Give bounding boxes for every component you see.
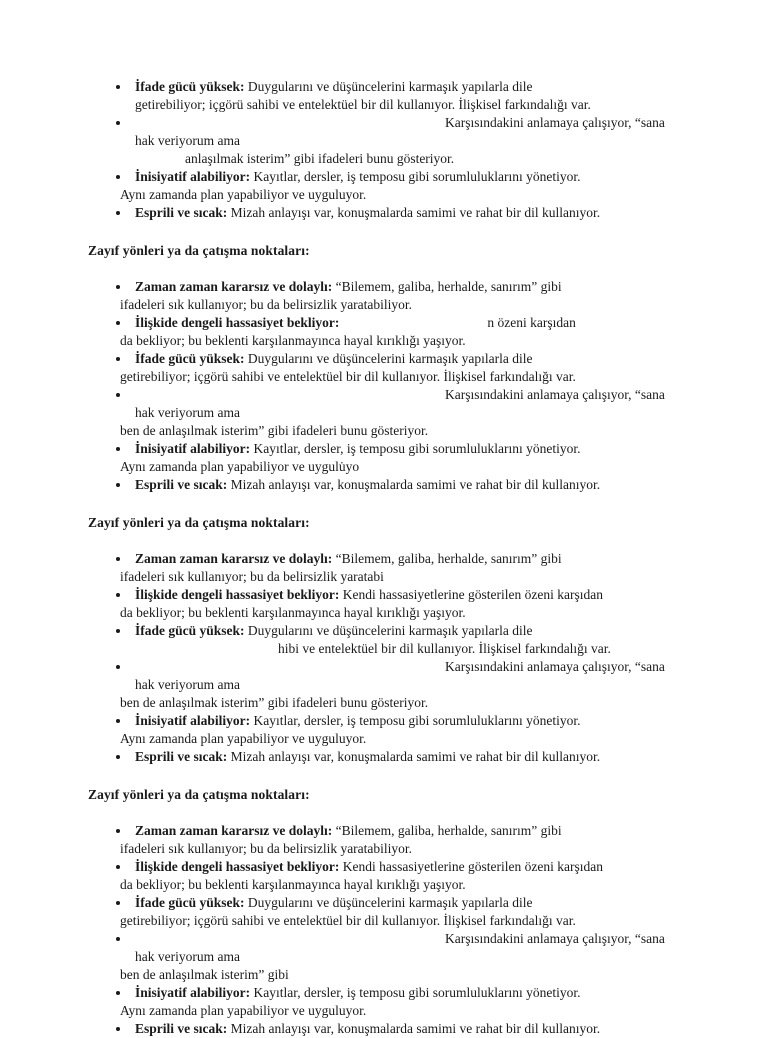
bullet-icon xyxy=(116,858,126,876)
bullet-list-1 xyxy=(0,78,768,222)
list-item-line2: anlaşılmak isterim” gibi ifadeleri bunu gösteriyor. xyxy=(185,151,455,166)
list-item-lead: Esprili ve sıcak: xyxy=(135,205,228,220)
bullet-icon xyxy=(116,550,126,568)
list-item-text xyxy=(135,858,680,876)
bullet-icon xyxy=(116,1020,126,1038)
bullet-icon xyxy=(116,586,126,604)
list-item xyxy=(0,314,768,350)
list-item-rest: Duygularını ve düşüncelerini karmaşık yapılarla dile xyxy=(244,351,533,366)
list-item-lead: İlişkide dengeli hassasiyet bekliyor: xyxy=(135,859,340,874)
list-item xyxy=(0,476,768,494)
section-gap xyxy=(0,222,768,242)
list-item-line2: ben de anlaşılmak isterim” gibi ifadeleri bunu gösteriyor. xyxy=(120,695,429,710)
bullet-icon xyxy=(116,204,126,222)
list-item-line2: ifadeleri sık kullanıyor; bu da belirsizlik yaratabiliyor. xyxy=(120,841,413,856)
list-item-rest: Kayıtlar, dersler, iş temposu gibi sorumluluklarını yönetiyor. xyxy=(250,713,581,728)
list-item xyxy=(0,78,768,114)
section-heading: Zayıf yönleri ya da çatışma noktaları: xyxy=(88,515,310,530)
section-4 xyxy=(0,786,768,1038)
bullet-icon xyxy=(116,278,126,296)
bullet-icon xyxy=(116,622,126,640)
list-item-rest: “Bilemem, galiba, herhalde, sanırım” gibi xyxy=(332,551,562,566)
list-item-text xyxy=(135,984,680,1002)
list-item-text xyxy=(135,114,680,150)
list-item-line2: Aynı zamanda plan yapabiliyor ve uygulu̇yo xyxy=(120,459,360,474)
list-item-line2: Aynı zamanda plan yapabiliyor ve uyguluyor. xyxy=(120,187,367,202)
bullet-icon xyxy=(116,822,126,840)
list-item xyxy=(0,386,768,440)
list-item xyxy=(0,748,768,766)
list-item-text xyxy=(135,278,680,296)
list-item-lead: İlişkide dengeli hassasiyet bekliyor: xyxy=(135,315,340,330)
list-item xyxy=(0,858,768,894)
list-item-line2: ifadeleri sık kullanıyor; bu da belirsizlik yaratabi xyxy=(120,569,384,584)
list-item-text xyxy=(135,622,680,640)
list-item-line2: ben de anlaşılmak isterim” gibi xyxy=(120,967,289,982)
list-item-line2: Aynı zamanda plan yapabiliyor ve uyguluyor. xyxy=(120,731,367,746)
list-item-rest: n özeni karşıdan xyxy=(487,315,576,330)
list-item xyxy=(0,204,768,222)
list-item xyxy=(0,712,768,748)
bullet-icon xyxy=(116,658,126,676)
list-item-rest: Duygularını ve düşüncelerini karmaşık yapılarla dile xyxy=(244,79,533,94)
list-item-text xyxy=(135,894,680,912)
list-item-line2: Aynı zamanda plan yapabiliyor ve uyguluyor. xyxy=(120,1003,367,1018)
heading-gap xyxy=(0,532,768,550)
list-item xyxy=(0,622,768,658)
bullet-icon xyxy=(116,894,126,912)
list-item xyxy=(0,168,768,204)
section-gap xyxy=(0,494,768,514)
bullet-list-3 xyxy=(0,550,768,766)
bullet-icon xyxy=(116,314,126,332)
list-item xyxy=(0,1020,768,1038)
bullet-icon xyxy=(116,440,126,458)
list-item-lead: Esprili ve sıcak: xyxy=(135,749,228,764)
list-item-text xyxy=(135,1020,680,1038)
list-item-rest: Kendi hassasiyetlerine gösterilen özeni karşıdan xyxy=(339,859,603,874)
bullet-icon xyxy=(116,78,126,96)
list-item-text xyxy=(135,386,680,422)
list-item-rest: Karşısındakini anlamaya çalışıyor, “sana hak veriyorum ama xyxy=(135,115,665,148)
list-item-line2: getirebiliyor; içgörü sahibi ve entelektüel bir dil kullanıyor. İlişkisel farkındalığı var. xyxy=(120,913,576,928)
bullet-icon xyxy=(116,386,126,404)
list-item xyxy=(0,984,768,1020)
list-item-text xyxy=(135,476,680,494)
list-item-line2: da bekliyor; bu beklenti karşılanmayınca hayal kırıklığı yaşıyor. xyxy=(120,605,466,620)
list-item-lead: İnisiyatif alabiliyor: xyxy=(135,713,251,728)
bullet-icon xyxy=(116,930,126,948)
list-item-lead: Esprili ve sıcak: xyxy=(135,477,228,492)
list-item-lead: İfade gücü yüksek: xyxy=(135,351,245,366)
list-item-rest: Duygularını ve düşüncelerini karmaşık yapılarla dile xyxy=(244,895,533,910)
list-item-rest: Kendi hassasiyetlerine gösterilen özeni karşıdan xyxy=(339,587,603,602)
list-item-lead: Zaman zaman kararsız ve dolaylı: xyxy=(135,823,333,838)
list-item-text xyxy=(135,314,680,332)
list-item-line2: getirebiliyor; içgörü sahibi ve entelektüel bir dil kullanıyor. İlişkisel farkındalığı var. xyxy=(120,369,576,384)
list-item xyxy=(0,440,768,476)
section-gap xyxy=(0,766,768,786)
section-2 xyxy=(0,242,768,494)
list-item xyxy=(0,550,768,586)
list-item-lead: Esprili ve sıcak: xyxy=(135,1021,228,1036)
list-item-rest: Kayıtlar, dersler, iş temposu gibi sorumluluklarını yönetiyor. xyxy=(250,985,581,1000)
list-item-rest: Karşısındakini anlamaya çalışıyor, “sana hak veriyorum ama xyxy=(135,387,665,420)
list-item-text xyxy=(135,440,680,458)
list-item-line2: getirebiliyor; içgörü sahibi ve entelektüel bir dil kullanıyor. İlişkisel farkındalığı var. xyxy=(135,97,591,112)
bullet-icon xyxy=(116,476,126,494)
list-item-lead: İfade gücü yüksek: xyxy=(135,895,245,910)
list-item-text xyxy=(135,550,680,568)
list-item-line2: ben de anlaşılmak isterim” gibi ifadeleri bunu gösteriyor. xyxy=(120,423,429,438)
list-item-lead: İlişkide dengeli hassasiyet bekliyor: xyxy=(135,587,340,602)
list-item xyxy=(0,822,768,858)
list-item xyxy=(0,350,768,386)
heading-gap xyxy=(0,804,768,822)
list-item-rest: Kayıtlar, dersler, iş temposu gibi sorumluluklarını yönetiyor. xyxy=(250,441,581,456)
list-item-lead: İnisiyatif alabiliyor: xyxy=(135,441,251,456)
section-1 xyxy=(0,78,768,222)
list-item-text xyxy=(135,168,680,186)
list-item-text xyxy=(135,350,680,368)
list-item-lead: İfade gücü yüksek: xyxy=(135,79,245,94)
bullet-icon xyxy=(116,748,126,766)
list-item xyxy=(0,114,768,168)
document-body xyxy=(0,78,768,1038)
list-item-rest: Duygularını ve düşüncelerini karmaşık yapılarla dile xyxy=(244,623,533,638)
list-item-lead: İnisiyatif alabiliyor: xyxy=(135,169,251,184)
list-item-rest: Mizah anlayışı var, konuşmalarda samimi ve rahat bir dil kullanıyor. xyxy=(227,205,601,220)
bullet-list-4 xyxy=(0,822,768,1038)
list-item-rest: Karşısındakini anlamaya çalışıyor, “sana hak veriyorum ama xyxy=(135,931,665,964)
section-heading: Zayıf yönleri ya da çatışma noktaları: xyxy=(88,787,310,802)
list-item-text xyxy=(135,658,680,694)
list-item xyxy=(0,894,768,930)
list-item-line2: hibi ve entelektüel bir dil kullanıyor. İlişkisel farkındalığı var. xyxy=(278,641,611,656)
list-item-text xyxy=(135,204,680,222)
list-item-text xyxy=(135,930,680,966)
list-item-line2: da bekliyor; bu beklenti karşılanmayınca hayal kırıklığı yaşıyor. xyxy=(120,333,466,348)
list-item-text xyxy=(135,822,680,840)
list-item xyxy=(0,278,768,314)
list-item-line2: ifadeleri sık kullanıyor; bu da belirsizlik yaratabiliyor. xyxy=(120,297,413,312)
list-item-rest: Mizah anlayışı var, konuşmalarda samimi ve rahat bir dil kullanıyor. xyxy=(227,749,601,764)
section-heading: Zayıf yönleri ya da çatışma noktaları: xyxy=(88,243,310,258)
list-item-text xyxy=(135,748,680,766)
list-item xyxy=(0,658,768,712)
list-item-lead: İfade gücü yüksek: xyxy=(135,623,245,638)
list-item-text xyxy=(135,586,680,604)
list-item-lead: İnisiyatif alabiliyor: xyxy=(135,985,251,1000)
list-item-rest: “Bilemem, galiba, herhalde, sanırım” gibi xyxy=(332,823,562,838)
list-item-text xyxy=(135,712,680,730)
bullet-list-2 xyxy=(0,278,768,494)
list-item-rest: “Bilemem, galiba, herhalde, sanırım” gibi xyxy=(332,279,562,294)
list-item-text xyxy=(135,78,680,96)
bullet-icon xyxy=(116,350,126,368)
bullet-icon xyxy=(116,168,126,186)
bullet-icon xyxy=(116,984,126,1002)
list-item-line2: da bekliyor; bu beklenti karşılanmayınca hayal kırıklığı yaşıyor. xyxy=(120,877,466,892)
list-item-lead: Zaman zaman kararsız ve dolaylı: xyxy=(135,551,333,566)
list-item-rest: Karşısındakini anlamaya çalışıyor, “sana hak veriyorum ama xyxy=(135,659,665,692)
section-3 xyxy=(0,514,768,766)
list-item-rest: Kayıtlar, dersler, iş temposu gibi sorumluluklarını yönetiyor. xyxy=(250,169,581,184)
bullet-icon xyxy=(116,712,126,730)
heading-gap xyxy=(0,260,768,278)
list-item-rest: Mizah anlayışı var, konuşmalarda samimi ve rahat bir dil kullanıyor. xyxy=(227,1021,601,1036)
list-item-rest: Mizah anlayışı var, konuşmalarda samimi ve rahat bir dil kullanıyor. xyxy=(227,477,601,492)
list-item xyxy=(0,930,768,984)
bullet-icon xyxy=(116,114,126,132)
list-item-lead: Zaman zaman kararsız ve dolaylı: xyxy=(135,279,333,294)
list-item xyxy=(0,586,768,622)
